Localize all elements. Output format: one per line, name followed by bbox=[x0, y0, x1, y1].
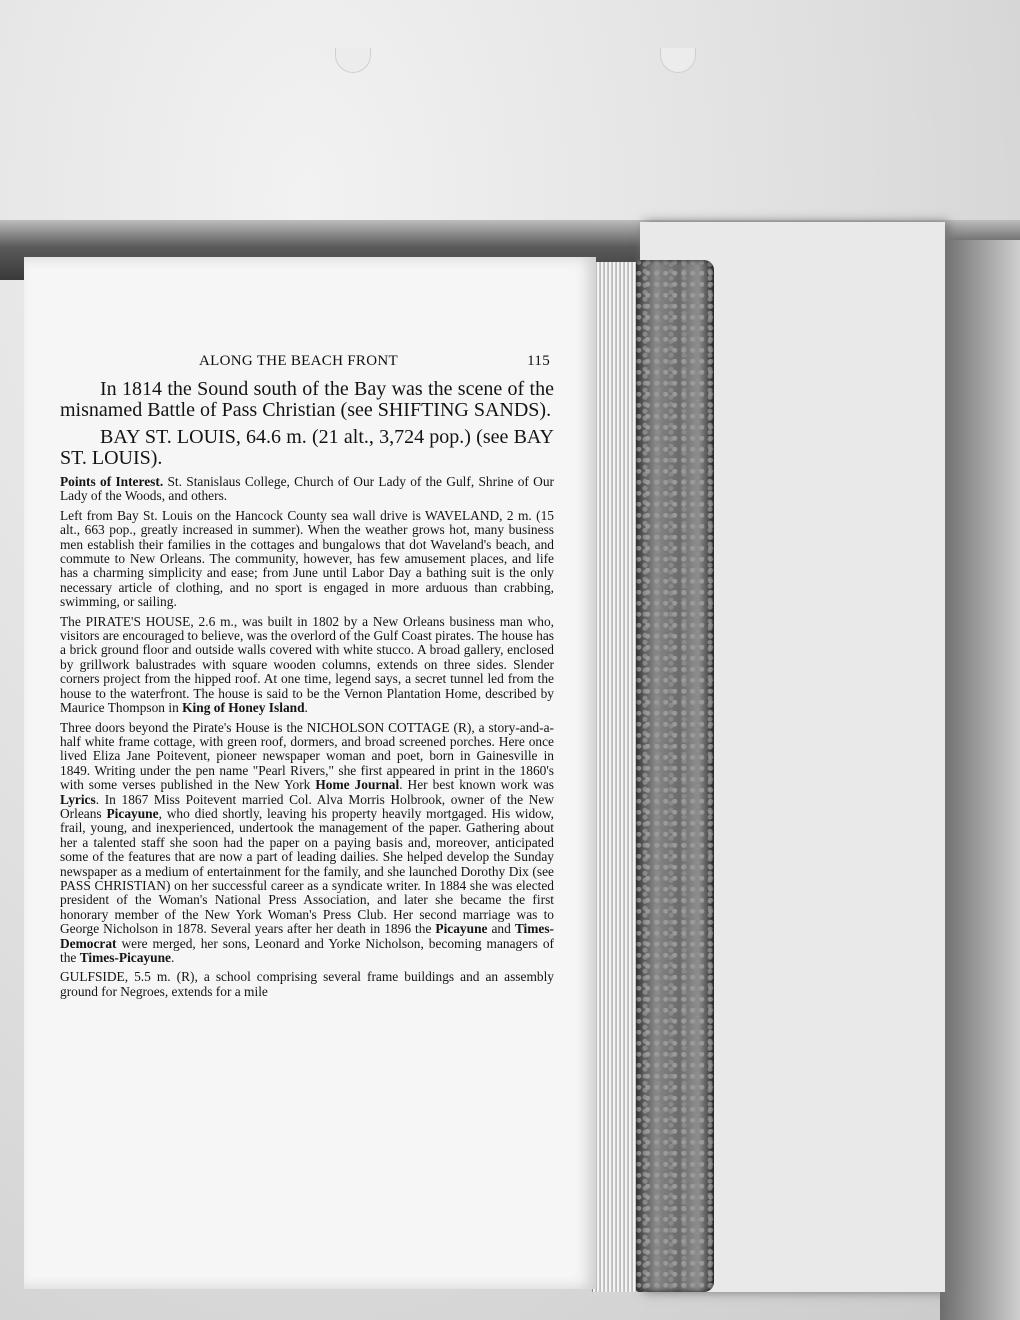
title-picayune: Picayune bbox=[106, 805, 159, 821]
nicholson-text: were merged, her sons, Leonard and Yorke Nicholson, becoming managers of the bbox=[60, 935, 554, 965]
pirates-house-end: . bbox=[304, 700, 308, 716]
waveland-paragraph: Left from Bay St. Louis on the Hancock County sea wall drive is WAVELAND, 2 m. (15 alt., 663 pop., greatly increased in summer). When the weather grows hot, many business men establish their families in the cottages and bungalows that dot Waveland's beach, and commute to New Orleans. The community, however, has few amusement places, and life has a charming simplicity and ease; from June until Labor Day a bathing suit is the only necessary article of clothing, and no sport is engaged in more arduous than crabbing, swimming, or sailing. bbox=[60, 507, 554, 610]
lead-paragraph-bay-st-louis: BAY ST. LOUIS, 64.6 m. (21 alt., 3,724 pop.) (see BAY ST. LOUIS). bbox=[60, 426, 554, 469]
pirates-house-paragraph bbox=[60, 615, 554, 716]
nicholson-text: . Her best known work was bbox=[399, 777, 554, 793]
pirates-house-text: The PIRATE'S HOUSE, 2.6 m., was built in 1802 by a New Orleans business man who, visitors are encouraged to believe, was the overlord of the Gulf Coast pirates. The house has a brick ground floor and outside walls covered with white stucco. A broad gallery, enclosed by grillwork balustrades with square wooden columns, extends on three sides. Slender corners project from the hipped roof. At one time, legend says, a secret tunnel led from the house to the waterfront. The house is said to be the Vernon Plantation Home, described by Maurice Thompson in bbox=[60, 613, 554, 716]
page-body bbox=[60, 379, 554, 1004]
nicholson-text: . In 1867 Miss Poitevent married Col. Alva Morris Holbrook, owner of the New Orleans bbox=[60, 791, 554, 821]
title-times-picayune: Times-Picayune bbox=[79, 950, 171, 965]
nicholson-text: , who died shortly, leaving his property heavily mortgaged. His widow, frail, young, and inexperienced, undertook the management of the paper. Gathering about her a talented staff she soon had the paper on a paying basis and, moreover, anticipated some of the features that are now a part of leading dailies. She helped develop the Sunday newspaper as a medium of entertainment for the family, and she launched Dorothy Dix (see PASS CHRISTIAN) on her successful career as a syndicate writer. In 1884 she was elected president of the Woman's National Press Association, and later she became the first honorary member of the New York Woman's Press Club. Her second marriage was to George Nicholson in 1878. Several years after her death in 1896 the bbox=[60, 805, 554, 937]
points-of-interest-label: Points of Interest. bbox=[60, 474, 164, 489]
points-of-interest-text: St. Stanislaus College, Church of Our Lady of the Gulf, Shrine of Our Lady of the Woods, and others. bbox=[60, 474, 554, 504]
book-title-king-of-honey-island: King of Honey Island bbox=[182, 700, 305, 716]
gulfside-paragraph: GULFSIDE, 5.5 m. (R), a school comprising several frame buildings and an assembly ground for Negroes, extends for a mile bbox=[60, 969, 554, 999]
book-page bbox=[24, 257, 596, 1289]
nicholson-text: Three doors beyond the Pirate's House is the NICHOLSON COTTAGE (R), a story-and-a-half white frame cottage, with green roof, dormers, and broad screened porches. Here once lived Eliza Jane Poitevent, pioneer newspaper woman and poet, born in Gainesville in 1849. Writing under the pen name "Pearl Rivers," she first appeared in print in the 1860's with some verses published in the New York bbox=[60, 719, 554, 793]
title-picayune: Picayune bbox=[435, 921, 488, 937]
scan-edge-shadow bbox=[940, 240, 1020, 1320]
lead-paragraph-battle: In 1814 the Sound south of the Bay was the scene of the misnamed Battle of Pass Christian (see SHIFTING SANDS). bbox=[60, 378, 554, 421]
running-head: ALONG THE BEACH FRONT bbox=[199, 353, 398, 369]
title-times-democrat: Times-Democrat bbox=[60, 921, 554, 951]
book-page-edges bbox=[592, 262, 641, 1292]
page-number: 115 bbox=[527, 353, 550, 369]
points-of-interest-paragraph bbox=[60, 475, 554, 504]
nicholson-text: . bbox=[170, 950, 175, 965]
title-home-journal: Home Journal bbox=[315, 777, 400, 793]
title-lyrics: Lyrics bbox=[60, 791, 96, 807]
nicholson-text: and bbox=[487, 921, 515, 937]
book-cover bbox=[636, 260, 714, 1292]
nicholson-cottage-paragraph bbox=[60, 721, 554, 966]
